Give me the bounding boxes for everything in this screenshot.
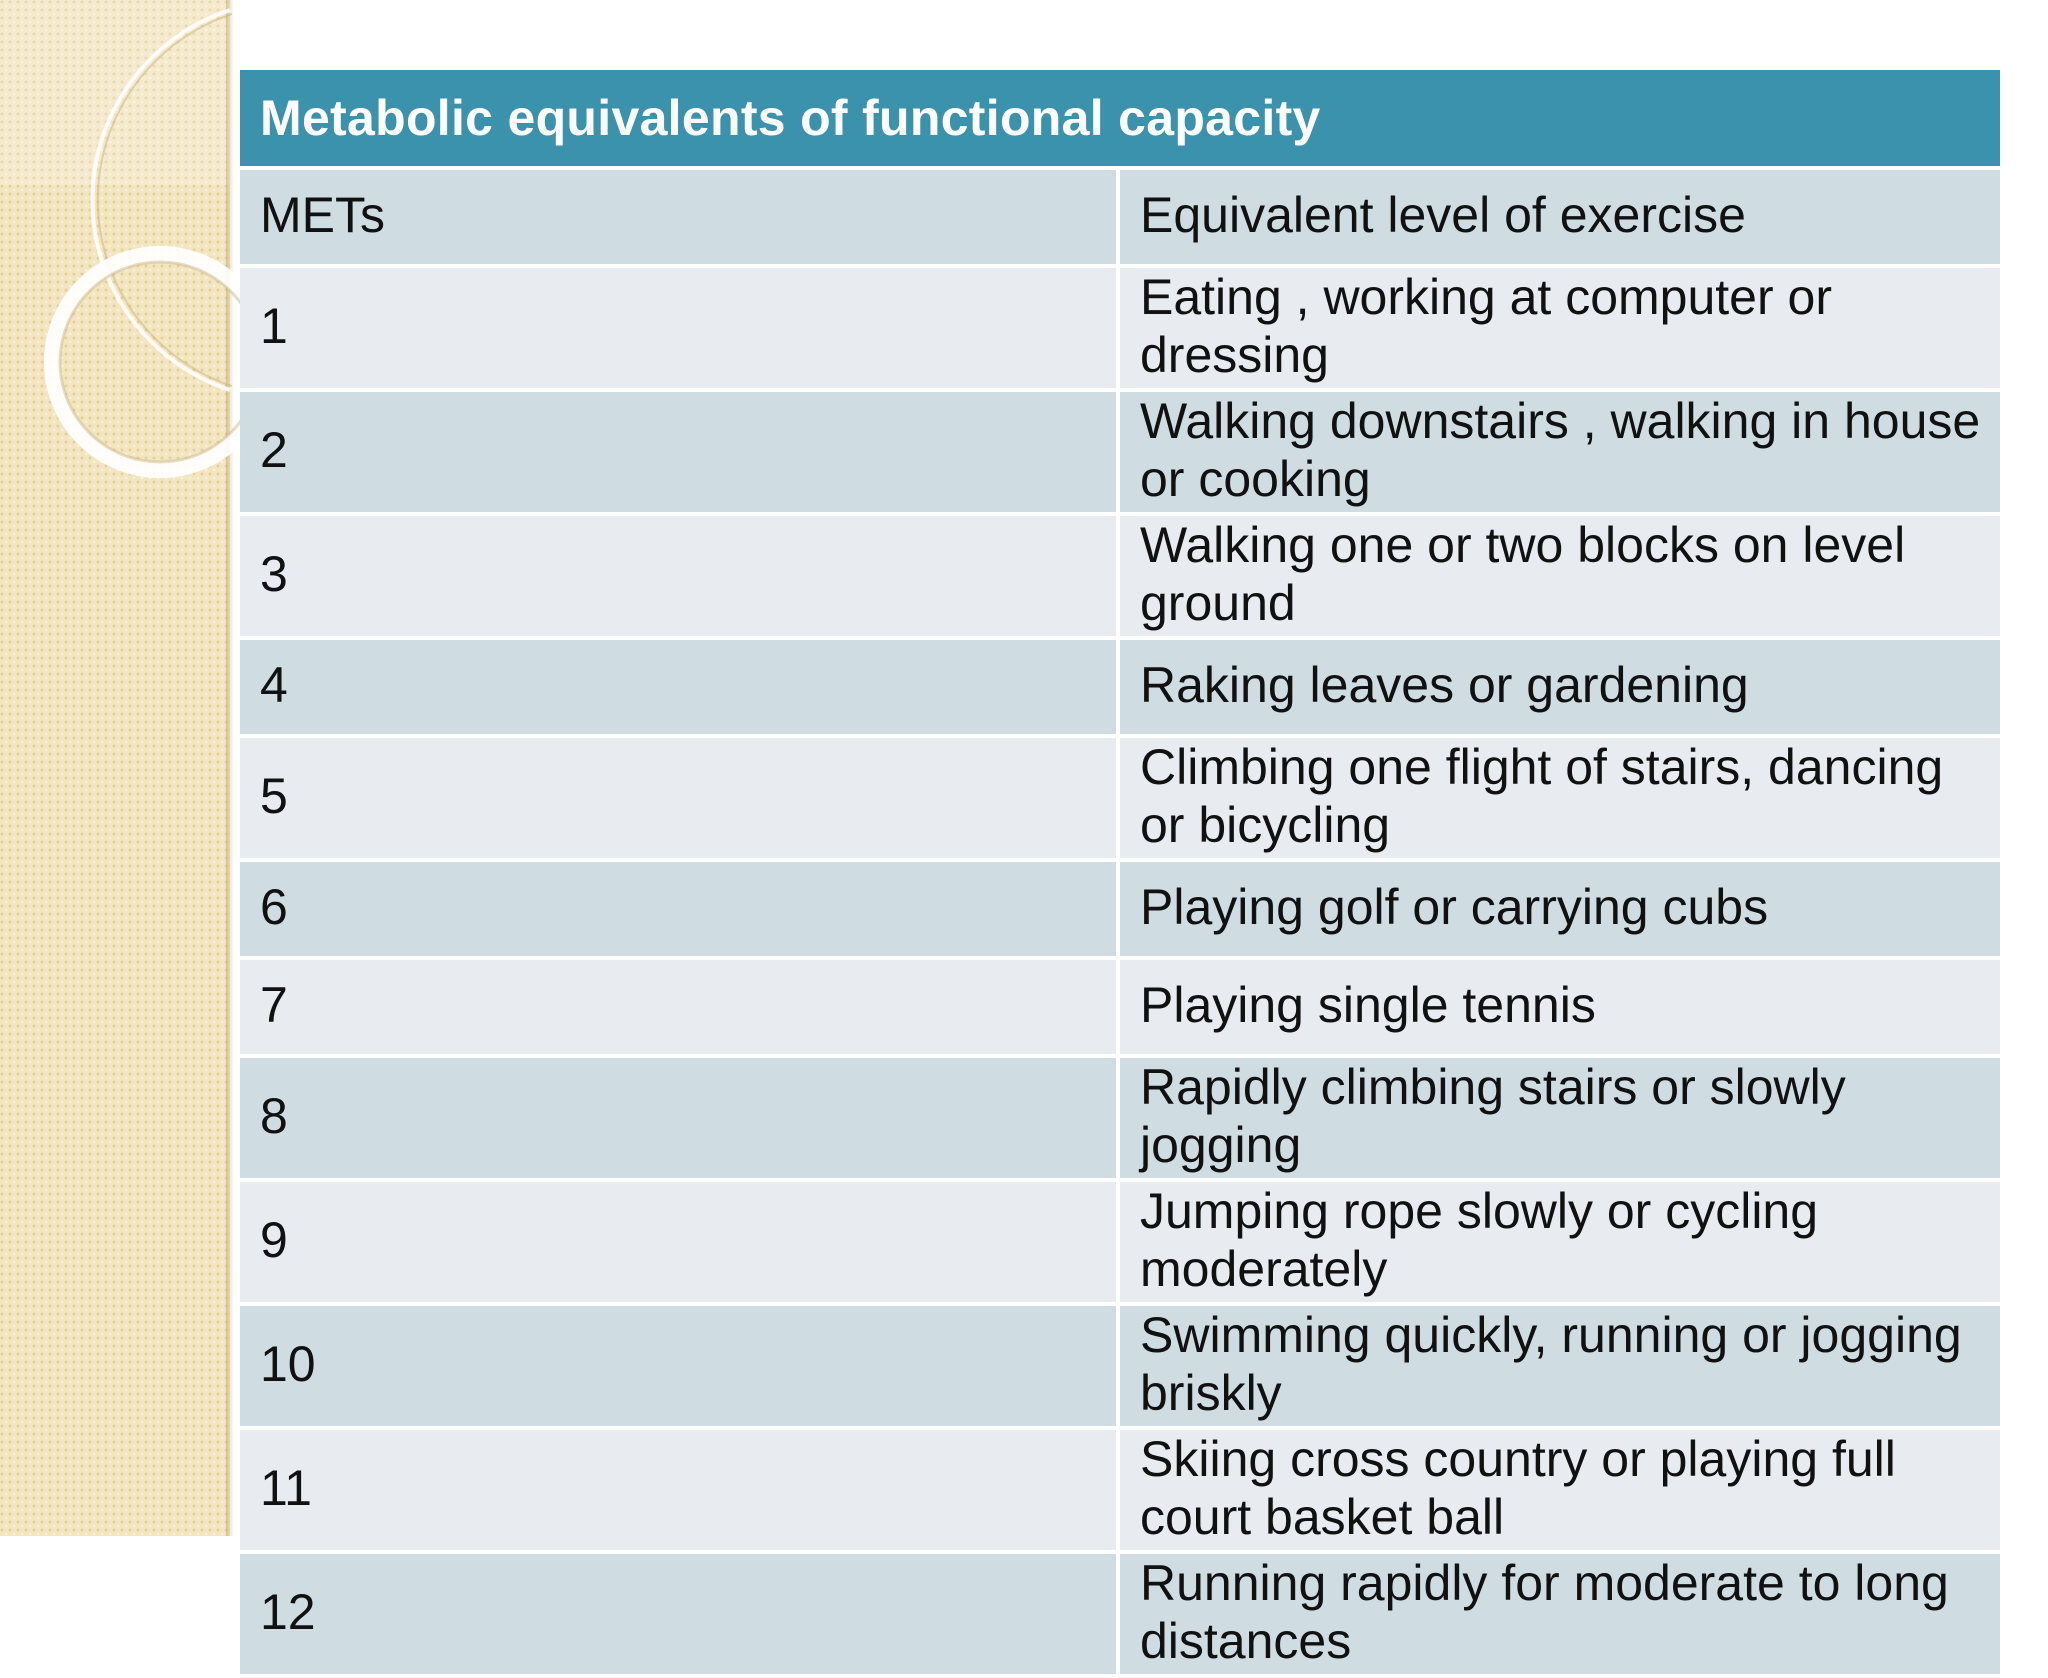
mets-value: 10 [240, 1306, 1120, 1430]
mets-value: 2 [240, 392, 1120, 516]
exercise-description: Swimming quickly, running or jogging briskly [1120, 1306, 2000, 1430]
table-row [240, 1554, 2000, 1678]
mets-value: 8 [240, 1058, 1120, 1182]
mets-value: 6 [240, 862, 1120, 960]
table-row [240, 640, 2000, 738]
table-row [240, 1430, 2000, 1554]
decorative-side-band [0, 0, 230, 1536]
decorative-top-tile [0, 0, 230, 185]
table-row [240, 1306, 2000, 1430]
exercise-description: Running rapidly for moderate to long distances [1120, 1554, 2000, 1678]
exercise-description: Jumping rope slowly or cycling moderately [1120, 1182, 2000, 1306]
exercise-description: Walking downstairs , walking in house or cooking [1120, 392, 2000, 516]
mets-value: 3 [240, 516, 1120, 640]
table-row [240, 516, 2000, 640]
mets-value: 5 [240, 738, 1120, 862]
exercise-description: Climbing one flight of stairs, dancing or bicycling [1120, 738, 2000, 862]
met-table [240, 70, 2000, 1678]
exercise-description: Rapidly climbing stairs or slowly jogging [1120, 1058, 2000, 1182]
column-header-mets: METs [240, 170, 1120, 268]
mets-value: 12 [240, 1554, 1120, 1678]
mets-value: 4 [240, 640, 1120, 738]
exercise-description: Eating , working at computer or dressing [1120, 268, 2000, 392]
table-row [240, 960, 2000, 1058]
column-header-exercise: Equivalent level of exercise [1120, 170, 2000, 268]
mets-value: 1 [240, 268, 1120, 392]
table-row [240, 738, 2000, 862]
table-row [240, 862, 2000, 960]
table-row [240, 1058, 2000, 1182]
mets-value: 11 [240, 1430, 1120, 1554]
table-row [240, 1182, 2000, 1306]
exercise-description: Playing golf or carrying cubs [1120, 862, 2000, 960]
mets-value: 9 [240, 1182, 1120, 1306]
met-table-container [240, 70, 2000, 1678]
side-band-shadow [226, 0, 234, 1536]
column-header-row [240, 170, 2000, 268]
exercise-description: Skiing cross country or playing full court basket ball [1120, 1430, 2000, 1554]
table-title: Metabolic equivalents of functional capacity [240, 70, 2000, 170]
exercise-description: Playing single tennis [1120, 960, 2000, 1058]
exercise-description: Walking one or two blocks on level ground [1120, 516, 2000, 640]
exercise-description: Raking leaves or gardening [1120, 640, 2000, 738]
mets-value: 7 [240, 960, 1120, 1058]
table-row [240, 268, 2000, 392]
table-row [240, 392, 2000, 516]
